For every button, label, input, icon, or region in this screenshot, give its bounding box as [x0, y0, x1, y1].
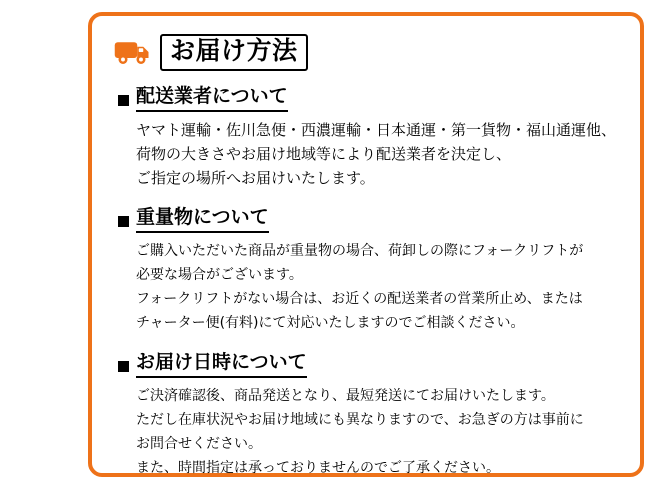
- section-heavy-items-body: [136, 239, 620, 335]
- delivery-method-panel: [88, 12, 644, 477]
- section-heavy-items-title: 重量物について: [136, 206, 269, 233]
- section-delivery-datetime-heading: [118, 351, 620, 378]
- section-heavy-items: [112, 206, 620, 335]
- square-bullet-icon: [118, 361, 129, 372]
- section-carrier: [112, 85, 620, 191]
- delivery-truck-icon: [114, 37, 150, 67]
- body-line: ご購入いただいた商品が重量物の場合、荷卸しの際にフォークリフトが: [136, 243, 584, 260]
- section-heavy-items-heading: [118, 206, 620, 233]
- body-line: 必要な場合がございます。: [136, 267, 303, 284]
- body-line: ヤマト運輸・佐川急便・西濃運輸・日本通運・第一貨物・福山通運他、: [136, 120, 617, 139]
- page-title: お届け方法: [170, 36, 298, 65]
- body-line: チャーター便(有料)にて対応いたしますのでご相談ください。: [136, 315, 525, 332]
- panel-title-box: [160, 34, 308, 71]
- body-line: フォークリフトがない場合は、お近くの配送業者の営業所止め、または: [136, 291, 583, 308]
- body-line: お問合せください。: [136, 436, 262, 453]
- panel-header: [114, 34, 620, 71]
- body-line: ただし在庫状況やお届け地域にも異なりますので、お急ぎの方は事前に: [136, 412, 584, 429]
- body-line: ご決済確認後、商品発送となり、最短発送にてお届けいたします。: [136, 388, 555, 405]
- body-line: また、時間指定は承っておりませんのでご了承ください。: [136, 460, 500, 477]
- section-carrier-heading: [118, 85, 620, 112]
- body-line: 荷物の大きさやお届け地域等により配送業者を決定し、: [136, 144, 512, 163]
- square-bullet-icon: [118, 216, 129, 227]
- section-delivery-datetime: [112, 351, 620, 480]
- section-carrier-title: 配送業者について: [136, 85, 288, 112]
- square-bullet-icon: [118, 95, 129, 106]
- body-line: ご指定の場所へお届けいたします。: [136, 169, 375, 188]
- section-carrier-body: [136, 118, 620, 191]
- panel-content: [92, 16, 640, 491]
- section-delivery-datetime-title: お届け日時について: [136, 351, 307, 378]
- section-delivery-datetime-body: [136, 384, 620, 480]
